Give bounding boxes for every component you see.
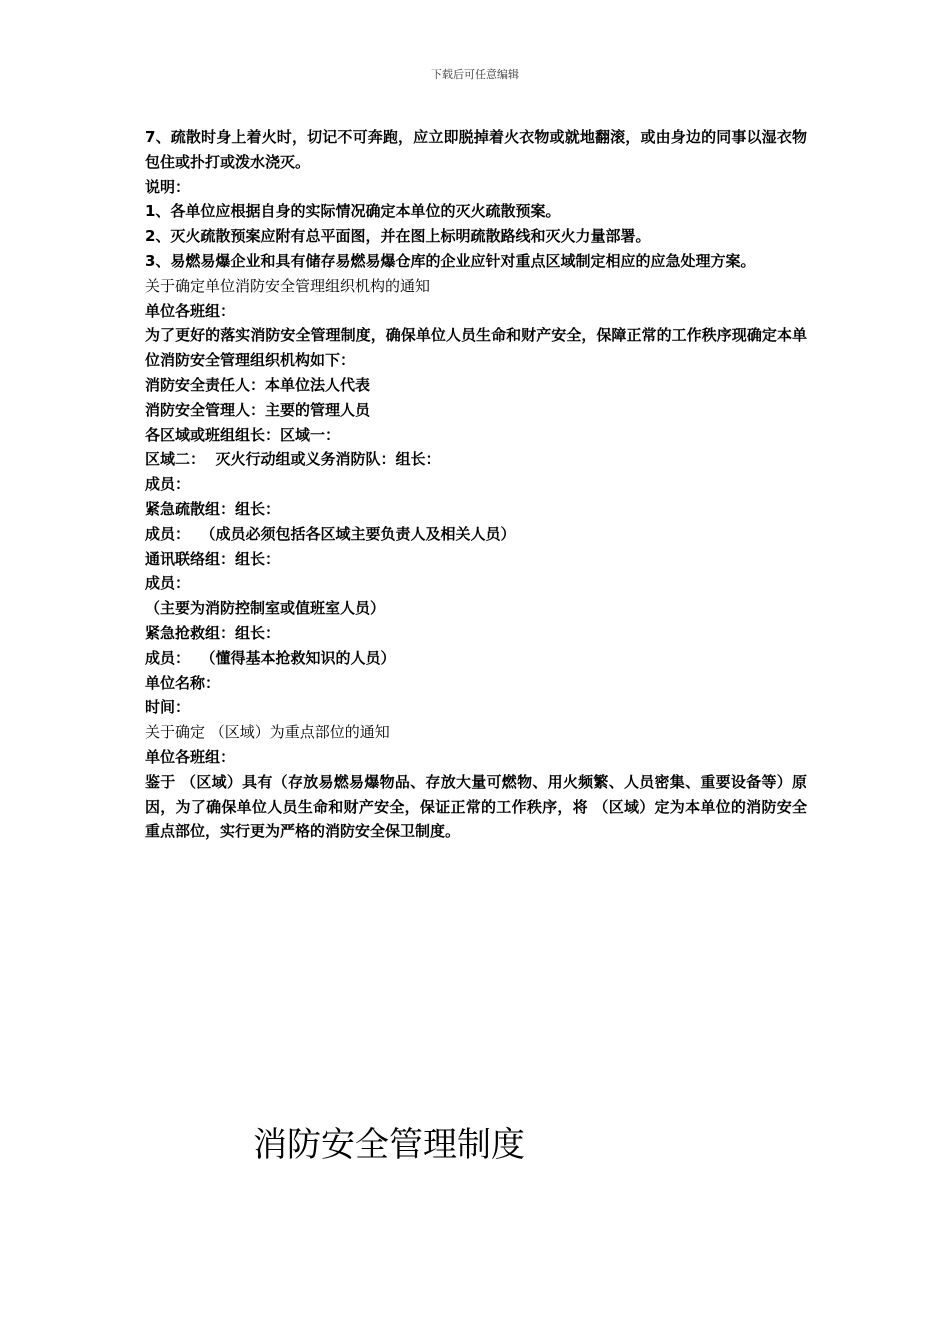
firefighting-team-line: 区域二： 灭火行动组或义务消防队：组长： bbox=[145, 450, 441, 469]
salutation: 单位各班组： bbox=[145, 301, 236, 320]
communication-members-note: （主要为消防控制室或值班室人员） bbox=[145, 599, 386, 618]
unit-name-line: 单位名称： bbox=[145, 673, 221, 692]
evacuation-team-line: 紧急疏散组：组长： bbox=[145, 499, 281, 518]
notes-heading: 说明： bbox=[145, 177, 191, 196]
responsible-person-line: 消防安全责任人：本单位法人代表 bbox=[145, 375, 371, 394]
note-item-2: 2、灭火疏散预案应附有总平面图，并在图上标明疏散路线和灭火力量部署。 bbox=[145, 227, 651, 246]
note-item-1: 1、各单位应根据自身的实际情况确定本单位的灭火疏散预案。 bbox=[145, 202, 561, 221]
notice-title-key-area: 关于确定 （区域）为重点部位的通知 bbox=[145, 723, 390, 742]
area-leader-line: 各区域或班组组长：区域一： bbox=[145, 425, 341, 444]
manager-line: 消防安全管理人：主要的管理人员 bbox=[145, 400, 371, 419]
date-line: 时间： bbox=[145, 698, 191, 717]
salutation-2: 单位各班组： bbox=[145, 747, 236, 766]
paragraph-organization-intro: 为了更好的落实消防安全管理制度，确保单位人员生命和财产安全，保障正常的工作秩序现确定本单位消防安全管理组织机构如下： bbox=[145, 326, 807, 370]
rescue-team-line: 紧急抢救组：组长： bbox=[145, 623, 281, 642]
document-body bbox=[145, 125, 807, 844]
rescue-members-line: 成员： （懂得基本抢救知识的人员） bbox=[145, 648, 396, 667]
paragraph-key-area: 鉴于 （区域）具有（存放易燃易爆物品、存放大量可燃物、用火频繁、人员密集、重要设备等）原因，为了确保单位人员生命和财产安全，保证正常的工作秩序，将 （区域）定为本单位的消防安全重点部位，实行更为严格的消防安全保卫制度。 bbox=[145, 772, 807, 841]
note-item-3: 3、易燃易爆企业和具有储存易燃易爆仓库的企业应针对重点区域制定相应的应急处理方案。 bbox=[145, 251, 756, 270]
communication-members-line: 成员： bbox=[145, 574, 191, 593]
page-header-note: 下载后可任意编辑 bbox=[431, 68, 519, 81]
evacuation-members-line: 成员： （成员必须包括各区域主要负责人及相关人员） bbox=[145, 524, 516, 543]
members-line: 成员： bbox=[145, 475, 191, 494]
paragraph-evacuation-fire: 7、疏散时身上着火时，切记不可奔跑，应立即脱掉着火衣物或就地翻滚，或由身边的同事以湿衣物包住或扑打或泼水浇灭。 bbox=[145, 128, 807, 171]
section-title: 消防安全管理制度 bbox=[253, 1125, 525, 1165]
notice-title-organization: 关于确定单位消防安全管理组织机构的通知 bbox=[145, 276, 431, 295]
communication-team-line: 通讯联络组：组长： bbox=[145, 549, 281, 568]
